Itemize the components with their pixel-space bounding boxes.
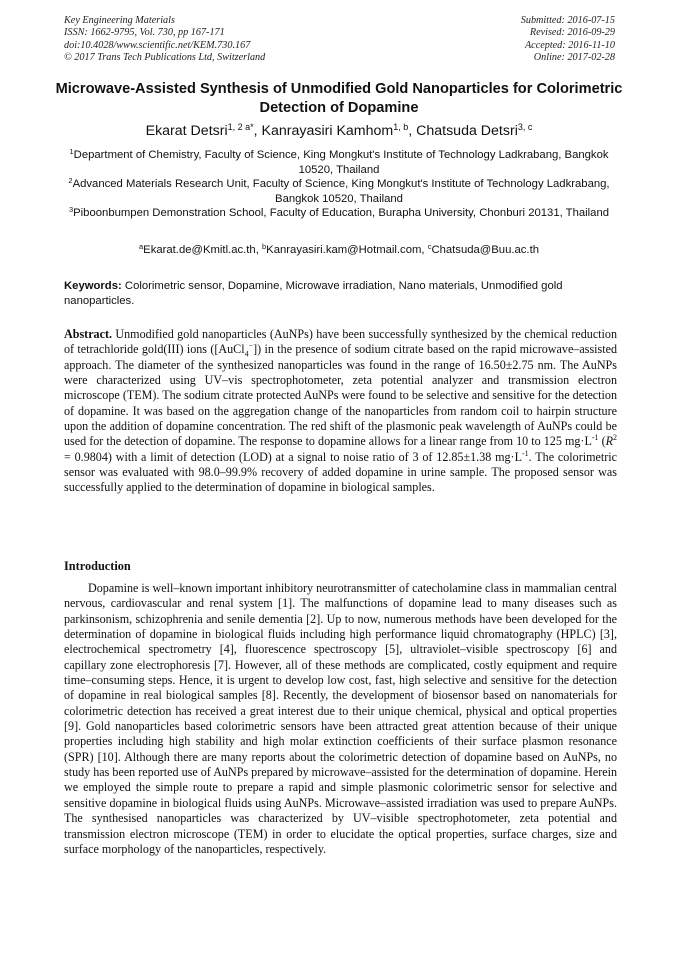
affiliation (56, 206, 622, 221)
superscript: 2 (613, 433, 617, 443)
affiliation-text: Piboonbumpen Demonstration School, Faculty of Education, Burapha University, Chonburi 20131, Thailand (73, 207, 610, 220)
keywords-label: Keywords: (64, 280, 122, 292)
introduction-text: Dopamine is well–known important inhibitory neurotransmitter of catecholamine class in mammalian central nervous, cardiovascular and renal system [1]. The malfunctions of dopamine lead to many diseases such as parkinsonism, schizophrenia and senile dementia [2]. Up to now, numerous methods have been developed for the determination of dopamine in biological fluids including high performance liquid chromatography (HPLC) [3], electrochemical spectrometry [4], fluorescence spectroscopy [5], ultraviolet–visible spectroscopy [6] and capillary zone electrophoresis [7]. However, all of these methods are complicated, costly equipment and require time–consuming steps. Hence, it is urgent to develop low cost, fast, high selective and sensitive for the detection of dopamine in real biological samples [8]. Recently, the development of biosensor based on nanomaterials for colorimetric detection has received a great interest due to their unique chemical, physical and optical properties [9]. Gold nanoparticles based colorimetric sensors have been attracted great attention because of their unique properties including high stability and high molar extinction coefficients of their surface plasmon resonance (SPR) [10]. Although there are many reports about the colorimetric detection of dopamine based on AuNPs, no study has been reported use of AuNPs prepared by microwave–assisted for the determination of dopamine. Herein we employed the simple route to prepare a rapid and simple plasmonic colorimetric sensor for selective and sensitive dopamine in biological fluids using AuNPs. Microwave–assisted irradiation was used to prepare AuNPs. The synthesised nanoparticles was characterized by UV–visible spectrophotometer, zeta potential and transmission electron microscope (TEM) in order to elucidate the optical properties, surface charges, size and surface morphology of the nanoparticles, respectively. (64, 581, 617, 856)
section-heading: Introduction (64, 559, 131, 573)
email-address[interactable]: Ekarat.de@Kmitl.ac.th (143, 244, 256, 256)
accepted-date: Accepted: 2016-11-10 (524, 39, 615, 51)
online-date: Online: 2017-02-28 (533, 51, 615, 63)
affiliation-number: 3 (68, 205, 74, 215)
superscript: − (248, 341, 254, 351)
abstract (64, 327, 617, 496)
journal-name: Key Engineering Materials (64, 15, 175, 26)
author-name: Chatsuda Detsri (416, 123, 518, 139)
keywords-text: Colorimetric sensor, Dopamine, Microwave irradiation, Nano materials, Unmodified gold nanoparticles. (64, 280, 563, 307)
issn: ISSN: 1662-9795, Vol. 730, pp 167-171 (64, 27, 225, 39)
keywords (64, 279, 617, 308)
abstract-text: R (605, 434, 613, 449)
affiliation (56, 148, 622, 177)
abstract-label: Abstract. (64, 327, 113, 341)
author-list: Ekarat Detsri$^{1, 2 a*}$, Kanrayasiri Kamhom$^{1, b}$, Chatsuda Detsri$^{3, c}$ (145, 122, 533, 139)
affiliation-number: 1 (69, 147, 74, 156)
abstract-text: . The colorimetric sensor was evaluated with 98.0–99.9% recovery of added dopamine in urine sample. The proposed sensor was successfully applied to the determination of dopamine in biological samples. (64, 449, 617, 495)
affiliation-list (56, 148, 622, 221)
email-mark: c (427, 242, 432, 251)
email-mark: b (262, 242, 267, 251)
publication-dates (521, 15, 615, 64)
abstract-text: Unmodified gold nanoparticles (AuNPs) have been successfully synthesized by the chemical reduction of tetrachloride gold(III) ions ([AuCl (64, 327, 617, 357)
email-address[interactable]: Kanrayasiri.kam@Hotmail.com (266, 244, 422, 256)
email-mark: a (138, 242, 144, 251)
author-affiliation-mark: 1, b (393, 122, 409, 132)
abstract-text: ]) in the presence of sodium citrate based on the rapid microwave–assisted approach. The diameter of the synthesized nanoparticles was found in the range of 16.50±2.75 nm. The AuNPs were characterized using UV–vis spectrophotometer, zeta potential analyzer and transmission electron microscope (TEM). The sodium citrate protected AuNPs were found to be selective and sensitive for the detection of dopamine. It was based on the aggregation change of the nanoparticles from random coil to hairpin structure upon the addition of dopamine concentration. The red shift of the plasmonic peak wavelength of AuNPs could be used for the detection of dopamine. The response to dopamine allows for a linear range from 10 to 125 mg·L (64, 342, 617, 449)
affiliation (56, 177, 622, 206)
subscript: 4 (244, 349, 249, 359)
affiliation-text: Department of Chemistry, Faculty of Science, King Mongkut's Institute of Technology Ladkrabang, Bangkok 10520, Thailand (73, 149, 609, 176)
submitted-date: Submitted: 2016-07-15 (520, 15, 615, 26)
copyright: © 2017 Trans Tech Publications Ltd, Switzerland (64, 51, 266, 63)
author-name: Kanrayasiri Kamhom (261, 123, 394, 139)
affiliation-number: 2 (68, 176, 73, 186)
superscript: -1 (521, 448, 529, 458)
abstract-text: ( (598, 434, 606, 449)
author-name: Ekarat Detsri (145, 123, 228, 139)
email-list: $^a$Ekarat.de@Kmitl.ac.th, $^b$Kanrayasiri.kam@Hotmail.com, $^c$Chatsuda@Buu.ac.th (138, 242, 539, 256)
abstract-text: = 0.9804) with a limit of detection (LOD) at a signal to noise ratio of 3 of 12.85±1.38 mg·L (64, 449, 522, 464)
superscript: -1 (591, 433, 599, 443)
author-affiliation-mark: 3, c (517, 122, 533, 132)
affiliation-text: Advanced Materials Research Unit, Faculty of Science, King Mongkut's Institute of Technology Ladkrabang, Bangkok 10520, Thailand (72, 178, 610, 205)
doi: doi:10.4028/www.scientific.net/KEM.730.167 (64, 39, 251, 51)
email-address[interactable]: Chatsuda@Buu.ac.th (431, 244, 539, 256)
author-affiliation-mark: 1, 2 a* (227, 122, 254, 132)
journal-info (64, 15, 265, 64)
revised-date: Revised: 2016-09-29 (529, 27, 615, 39)
paper-title: Microwave-Assisted Synthesis of Unmodified Gold Nanoparticles for Colorimetric Detection of Dopamine (55, 81, 623, 116)
